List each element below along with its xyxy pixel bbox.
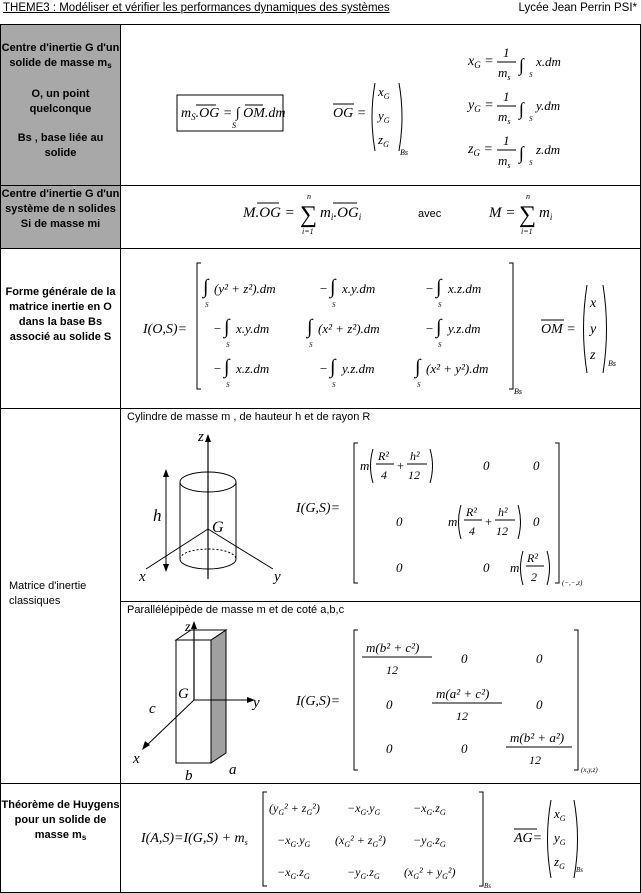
svg-text:−: − (213, 321, 222, 336)
box-block (121, 602, 640, 783)
box-caption: Parallélépipède de masse m et de coté a,b,c (127, 604, 345, 616)
svg-text:S: S (417, 381, 421, 389)
svg-text:∫: ∫ (330, 356, 336, 378)
svg-text:−: − (319, 281, 328, 296)
svg-text:4: 4 (469, 524, 475, 538)
header-school: Lycée Jean Perrin PSI* (518, 2, 637, 14)
svg-text:R²: R² (378, 449, 389, 463)
svg-text:4: 4 (381, 468, 387, 482)
svg-text:S: S (438, 301, 442, 309)
svg-text:0: 0 (386, 697, 393, 712)
formula-area (121, 784, 640, 892)
svg-text:M =: M = (489, 205, 516, 221)
svg-text:∫: ∫ (436, 316, 442, 338)
svg-text:n: n (307, 192, 311, 201)
cylinder-matrix (296, 429, 616, 599)
svg-text:S: S (438, 341, 442, 349)
svg-text:i=1: i=1 (302, 227, 314, 236)
svg-text:12: 12 (408, 468, 420, 482)
svg-text:x.z.dm: x.z.dm (448, 281, 482, 296)
svg-text:yG =: $y_G$ = (468, 98, 494, 114)
svg-text:S: S (309, 341, 313, 349)
svg-text:z.dm: z.dm (536, 142, 561, 157)
formula-huygens (121, 784, 640, 892)
svg-text:m(b² + c²): m(b² + c²) (366, 640, 420, 655)
svg-text:M.OG =: M.OG = (243, 205, 295, 221)
page-header (0, 0, 641, 22)
svg-text:(x,y,z): (x,y,z) (581, 766, 598, 774)
formula-area (121, 186, 640, 248)
svg-text:0: 0 (533, 514, 540, 529)
label-text: Matrice d'inertie classiques (9, 580, 87, 607)
row-center-of-mass-solid (0, 24, 641, 186)
svg-text:Bs: Bs (400, 148, 408, 157)
svg-text:(x² + z²).dm: (x² + z²).dm (318, 321, 380, 336)
svg-text:−: − (425, 281, 434, 296)
svg-text:0: 0 (483, 458, 490, 473)
svg-text:S: S (205, 301, 209, 309)
svg-text:∫: ∫ (307, 316, 313, 338)
svg-text:∫: ∫ (519, 143, 524, 163)
svg-text:Bs: Bs (484, 882, 491, 890)
svg-text:0: 0 (536, 651, 543, 666)
svg-text:R²: R² (466, 505, 477, 519)
svg-text:−xG.zG: $-x_G.z_G$ (277, 865, 310, 881)
box-center-g: G (178, 686, 189, 702)
svg-text:−xG.yG: $-x_G.y_G$ (347, 801, 381, 817)
box-side-c: c (149, 701, 156, 717)
formula-center-of-mass (121, 25, 640, 185)
svg-text:OM =: OM = (541, 322, 576, 337)
svg-text:(xG² + zG²): $(x_G^2 + z_G^2)$ (335, 833, 386, 849)
formula-system-center (121, 186, 640, 248)
row-label (1, 409, 121, 783)
label-subscript: s (81, 833, 87, 842)
box-matrix (296, 612, 616, 782)
svg-text:(y² + z²).dm: (y² + z²).dm (214, 281, 276, 296)
svg-text:0: 0 (396, 514, 403, 529)
svg-text:S: S (232, 121, 236, 130)
svg-text:0: 0 (461, 741, 468, 756)
cyl-height-h: h (153, 506, 162, 525)
formula-area (121, 25, 640, 185)
svg-text:−: − (319, 361, 328, 376)
row-classic-inertia-matrices (0, 408, 641, 784)
svg-text:12: 12 (386, 663, 398, 677)
svg-text:1: 1 (503, 133, 510, 148)
svg-text:mS.OG = ∫ OM.dm: $m_S.OG$ = ∫ OM.dm (181, 106, 286, 122)
row-inertia-matrix-general (0, 248, 641, 409)
svg-text:∫: ∫ (436, 276, 442, 298)
svg-text:+: + (396, 458, 405, 473)
svg-text:S: S (529, 159, 533, 167)
svg-text:xG: $x_G$ (378, 84, 390, 101)
cyl-center-g: G (212, 519, 224, 536)
svg-text:2: 2 (531, 570, 537, 584)
svg-text:0: 0 (533, 458, 540, 473)
svg-text:S: S (332, 301, 336, 309)
svg-text:12: 12 (456, 709, 468, 723)
svg-text:m(a² + c²): m(a² + c²) (436, 686, 490, 701)
svg-text:OG =: OG = (333, 106, 367, 121)
cyl-axis-z: z (198, 429, 204, 445)
svg-text:xG =: $x_G$ = (468, 54, 494, 70)
label-text: Centre d'inertie G d'un système de n solides Si de masse mi (1, 188, 120, 230)
svg-text:I(G,S)=: I(G,S)= (296, 694, 341, 709)
box-axis-x: x (133, 751, 140, 767)
cylinder-block (121, 409, 640, 602)
svg-text:−xG.yG: $-x_G.y_G$ (277, 833, 311, 849)
svg-text:∫: ∫ (519, 99, 524, 119)
svg-text:zG =: $z_G$ = (468, 142, 493, 158)
svg-text:mi: $m_i$ (539, 205, 553, 222)
svg-text:m: m (510, 560, 520, 575)
svg-text:h²: h² (498, 505, 508, 519)
svg-text:yG: $y_G$ (378, 108, 390, 125)
svg-text:0: 0 (536, 697, 543, 712)
box-side-b: b (185, 768, 193, 784)
svg-text:S: S (529, 71, 533, 79)
box-side-a: a (229, 762, 237, 778)
row-label (1, 25, 121, 185)
svg-text:ms: $m_s$ (498, 109, 511, 126)
svg-text:Bs: Bs (608, 359, 616, 368)
svg-text:12: 12 (496, 524, 508, 538)
cyl-axis-x: x (139, 569, 146, 585)
svg-text:n: n (526, 192, 530, 201)
svg-text:zG: $z_G$ (554, 854, 565, 871)
svg-text:(x² + y²).dm: (x² + y²).dm (426, 361, 489, 376)
svg-text:R²: R² (527, 551, 538, 565)
label-text-wrap (1, 798, 120, 845)
svg-text:S: S (226, 381, 230, 389)
svg-text:x: x (590, 296, 597, 311)
formula-inertia-matrix (121, 249, 640, 408)
svg-text:z: z (590, 348, 596, 363)
svg-text:x.y.dm: x.y.dm (236, 321, 270, 336)
svg-text:1: 1 (503, 89, 510, 104)
svg-text:I(A,S)=I(G,S) + ms: $I(A,S)=I(G,S) + m_s$ (141, 831, 248, 847)
svg-text:−yG.zG: $-y_G.z_G$ (347, 865, 380, 881)
svg-text:−yG.zG: $-y_G.z_G$ (413, 833, 446, 849)
svg-text:h²: h² (410, 449, 420, 463)
label-point-o: O, un point quelconque (29, 88, 92, 115)
label-subscript: s (107, 61, 112, 70)
cylinder-caption: Cylindre de masse m , de hauteur h et de rayon R (127, 411, 371, 423)
svg-text:(yG² + zG²): $(y_G^2 + z_G^2)$ (269, 801, 320, 817)
svg-text:ms: $m_s$ (498, 65, 511, 82)
row-center-of-mass-system (0, 185, 641, 249)
svg-text:yG: $y_G$ (554, 830, 566, 847)
svg-text:y.z.dm: y.z.dm (342, 361, 375, 376)
svg-text:0: 0 (386, 741, 393, 756)
svg-text:x.z.dm: x.z.dm (236, 361, 270, 376)
svg-text:−xG.zG: $-x_G.z_G$ (413, 801, 446, 817)
label-text: Forme générale de la matrice inertie en O dans la base Bs associé au solide S (5, 286, 116, 343)
svg-text:∫: ∫ (330, 276, 336, 298)
svg-text:−: − (425, 321, 434, 336)
svg-text:1: 1 (503, 45, 510, 60)
svg-text:0: 0 (483, 560, 490, 575)
avec-text: avec (418, 208, 442, 220)
svg-text:+: + (484, 514, 493, 529)
svg-text:∫: ∫ (203, 276, 209, 298)
svg-text:I(G,S)=: I(G,S)= (296, 501, 341, 516)
svg-text:Bs: Bs (576, 866, 583, 874)
row-label (1, 249, 121, 408)
box-axis-z: z (185, 620, 191, 635)
svg-text:0: 0 (461, 651, 468, 666)
svg-text:zG: $z_G$ (378, 132, 389, 149)
svg-text:∫: ∫ (224, 356, 230, 378)
box-axis-y: y (253, 695, 260, 711)
svg-text:(−,−,z): (−,−,z) (562, 579, 583, 587)
svg-text:∫: ∫ (415, 356, 421, 378)
svg-text:m(b² + a²): m(b² + a²) (510, 730, 565, 745)
row-label (1, 186, 121, 248)
svg-text:ms: $m_s$ (498, 153, 511, 170)
svg-text:S: S (332, 381, 336, 389)
header-theme: THEME3 : Modéliser et vérifier les performances dynamiques des systèmes (3, 2, 390, 14)
svg-text:∫: ∫ (519, 55, 524, 75)
svg-text:Bs: Bs (514, 387, 522, 396)
svg-text:I(O,S)=: I(O,S)= (143, 322, 188, 337)
formula-area (121, 249, 640, 408)
box-figure (129, 620, 289, 785)
svg-text:(xG² + yG²): $(x_G^2 + y_G^2)$ (404, 865, 456, 881)
svg-text:x.y.dm: x.y.dm (342, 281, 376, 296)
svg-text:0: 0 (396, 560, 403, 575)
svg-text:S: S (226, 341, 230, 349)
svg-text:y: y (590, 322, 597, 337)
cyl-axis-y: y (274, 569, 281, 585)
svg-text:∑: ∑ (519, 202, 537, 228)
svg-text:x.dm: x.dm (536, 54, 561, 69)
cylinder-figure (131, 429, 311, 599)
row-huygens (0, 783, 641, 893)
classic-matrices-area (121, 409, 640, 783)
svg-text:∫: ∫ (224, 316, 230, 338)
svg-text:y.z.dm: y.z.dm (448, 321, 481, 336)
svg-text:i=1: i=1 (521, 227, 533, 236)
svg-text:mi.OGi: $m_i.OG_i$ (320, 205, 362, 222)
svg-text:∑: ∑ (300, 202, 318, 228)
label-base-bs: Bs , base liée au solide (17, 132, 104, 159)
svg-text:−: − (213, 361, 222, 376)
label-text: Centre d'inertie G d'un solide de masse m (1, 42, 120, 69)
svg-text:y.dm: y.dm (536, 98, 561, 113)
svg-text:12: 12 (529, 753, 541, 767)
svg-text:S: S (529, 115, 533, 123)
svg-text:AG=: AG= (514, 831, 543, 846)
svg-text:xG: $x_G$ (554, 806, 566, 823)
svg-text:m: m (360, 458, 370, 473)
svg-text:m: m (448, 514, 458, 529)
row-label (1, 784, 121, 892)
label-text: Théorème de Huygens pour un solide de masse m (1, 799, 120, 841)
